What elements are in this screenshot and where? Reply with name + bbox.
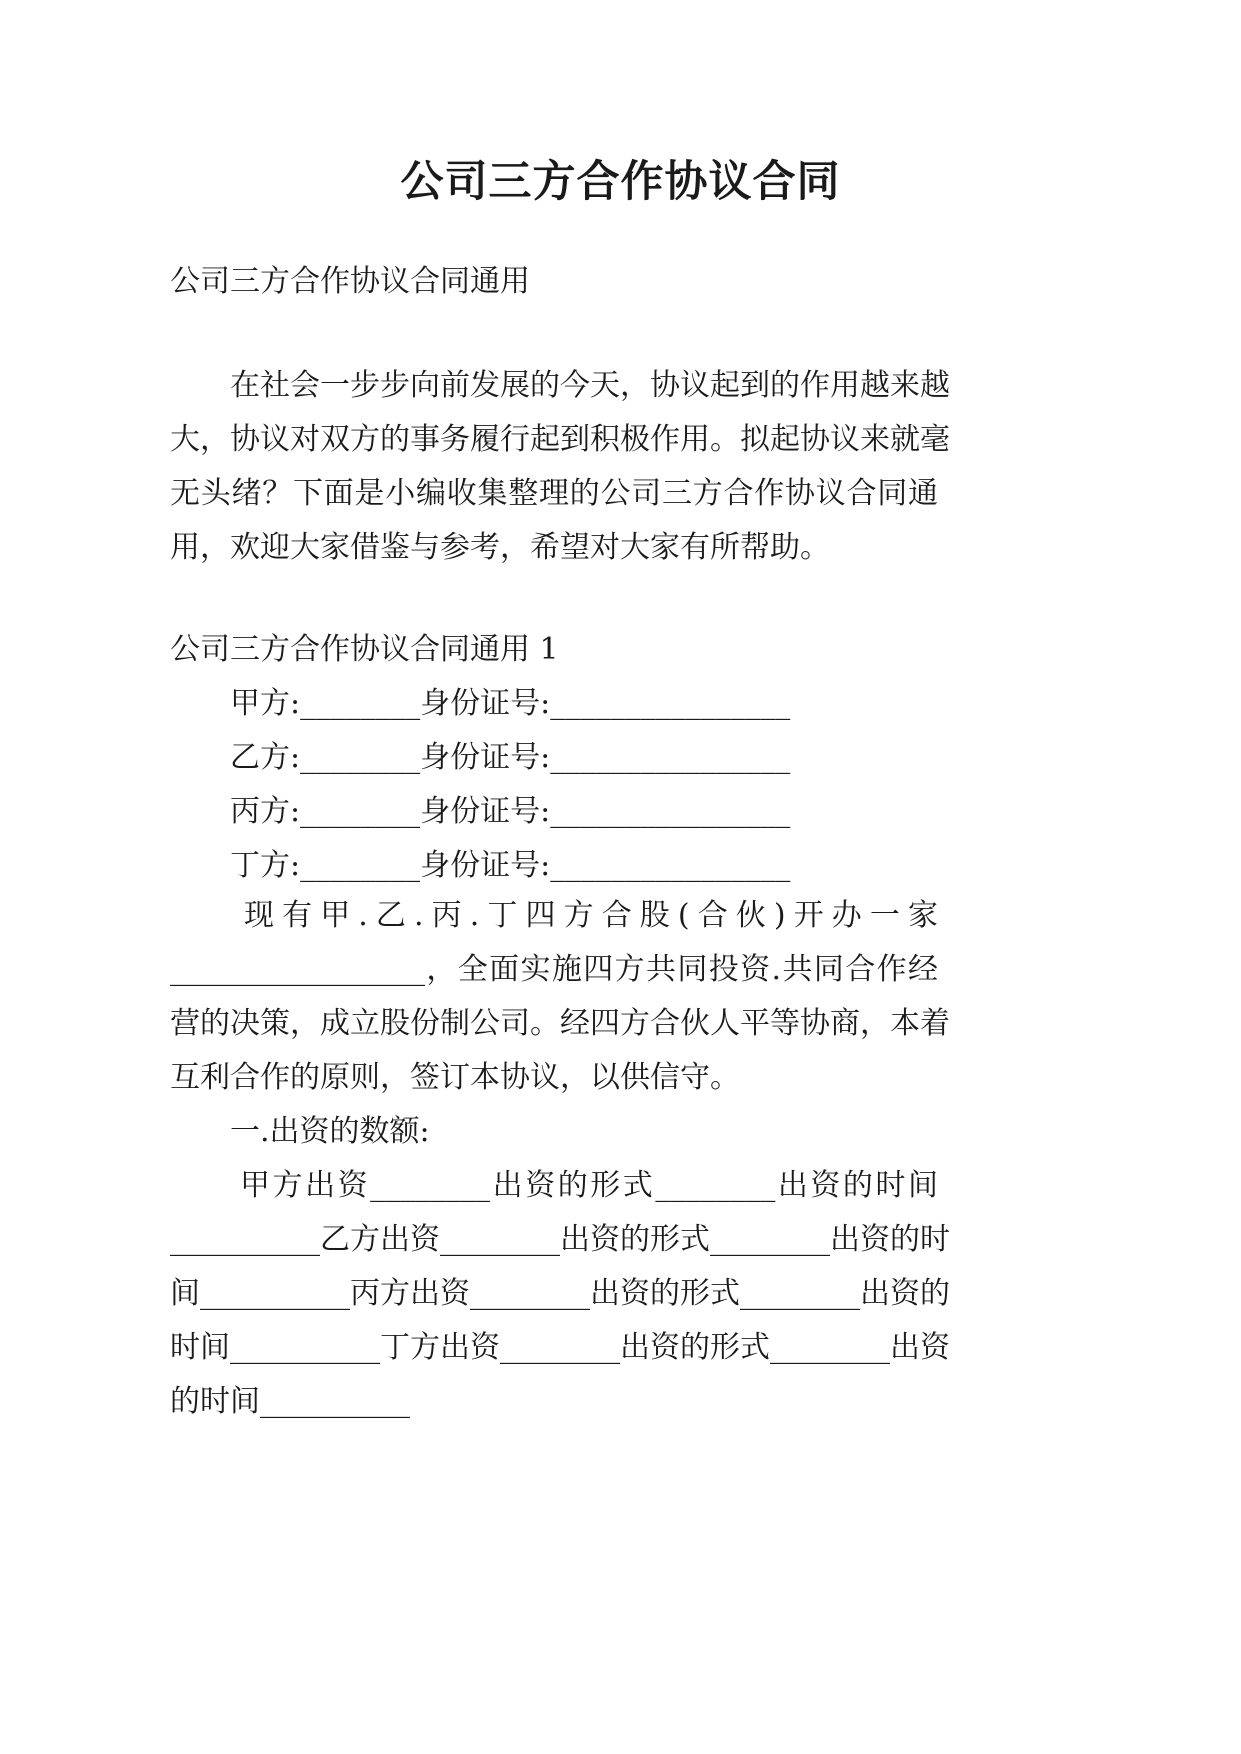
clause-heading: 一.出资的数额:	[230, 1114, 430, 1149]
contribution-line: 间__________丙方出资________出资的形式________出资的	[170, 1276, 950, 1311]
party-line-d: 丁方:________身份证号:________________	[230, 848, 791, 883]
contribution-line: 时间__________丁方出资________出资的形式________出资	[170, 1330, 950, 1365]
partnership-line: _________________，全面实施四方共同投资.共同合作经	[170, 952, 938, 987]
party-line-a: 甲方:________身份证号:________________	[230, 686, 791, 721]
intro-line: 用，欢迎大家借鉴与参考，希望对大家有所帮助。	[170, 530, 830, 565]
contribution-line: 甲方出资________出资的形式________出资的时间	[240, 1168, 938, 1203]
contribution-line: __________乙方出资________出资的形式________出资的时	[170, 1222, 950, 1257]
intro-line: 大，协议对双方的事务履行起到积极作用。拟起协议来就毫	[170, 422, 950, 457]
section-heading: 公司三方合作协议合同通用 1	[170, 632, 559, 667]
party-line-b: 乙方:________身份证号:________________	[230, 740, 791, 775]
partnership-line: 互利合作的原则，签订本协议，以供信守。	[170, 1060, 740, 1095]
contribution-line: 的时间__________	[170, 1384, 410, 1419]
intro-line: 无头绪？下面是小编收集整理的公司三方合作协议合同通	[170, 476, 938, 511]
intro-line: 在社会一步步向前发展的今天，协议起到的作用越来越	[230, 368, 950, 403]
partnership-line: 营的决策，成立股份制公司。经四方合伙人平等协商，本着	[170, 1006, 950, 1041]
document-title: 公司三方合作协议合同	[400, 157, 841, 207]
partnership-line: 现有甲.乙.丙.丁四方合股(合伙)开办一家	[244, 898, 938, 933]
document-subtitle: 公司三方合作协议合同通用	[170, 264, 530, 299]
party-line-c: 丙方:________身份证号:________________	[230, 794, 791, 829]
